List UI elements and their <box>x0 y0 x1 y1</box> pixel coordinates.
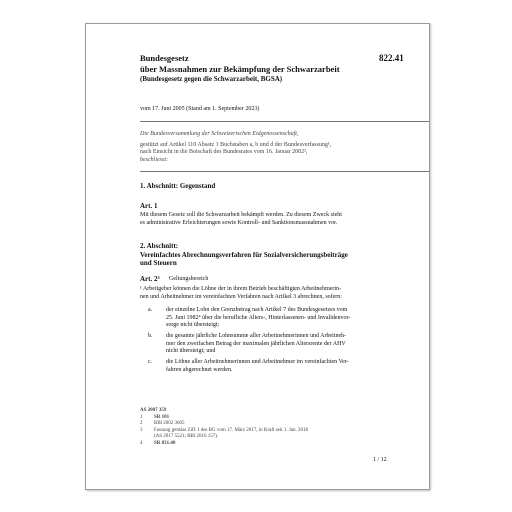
preamble-line-3: nach Einsicht in die Botschaft des Bundesrates vom 16. Januar 2002², <box>140 149 308 155</box>
list-item-b-line-2: mer den zweifachen Betrag der maximalen jährlichen Altersrente der AHV <box>166 340 346 347</box>
list-item-a <box>166 307 350 330</box>
footnote-2: 2 BBl 2002 3605 <box>140 421 185 426</box>
preamble-line-4: beschliesst: <box>140 156 168 163</box>
list-item-b <box>166 333 346 356</box>
art-1-line-1: Mit diesem Gesetz soll die Schwarzarbeit bekämpft werden. Zu diesem Zweck sieht <box>140 212 342 218</box>
footnote-1: 1 SR 101 <box>140 414 170 420</box>
list-item-b-line-1: die gesamte jährliche Lohnsumme aller Arbeitnehmerinnen und Arbeitneh- <box>166 333 347 339</box>
footnote-3-cont: (AS 2017 5521; BBl 2016 157). <box>154 434 219 439</box>
divider <box>140 121 430 122</box>
date-line: vom 17. Juni 2005 (Stand am 1. September 2023) <box>140 106 260 112</box>
list-item-c-line-2: fahren abgerechnet werden. <box>166 366 233 373</box>
sr-number: 822.41 <box>379 53 404 63</box>
list-item-a-line-2: 25. Juni 1982⁴ über die berufliche Alters-, Hinterlassenen- und Invalidenvor- <box>166 314 351 321</box>
preamble-line-2: gestützt auf Artikel 110 Absatz 1 Buchstaben a, b und d der Bundesverfassung¹, <box>140 141 332 148</box>
list-letter-a: a. <box>148 307 153 313</box>
list-item-a-line-1: der einzelne Lohn den Grenzbetrag nach Artikel 7 des Bundesgesetzes vom <box>166 307 348 313</box>
list-letter-b: b. <box>148 333 153 339</box>
art-2-intro-line-2: nen und Arbeitnehmer im vereinfachten Verfahren nach Artikel 3 abrechnen, sofern: <box>140 293 342 300</box>
art-1-line-2: es administrative Erleichterungen sowie Kontroll- und Sanktionsmassnahmen vor. <box>140 219 338 226</box>
section-2-line-3: und Steuern <box>140 259 177 267</box>
preamble <box>140 131 331 164</box>
page-number: 1 / 12 <box>373 457 387 463</box>
list-item-c-line-1: die Löhne aller Arbeitnehmerinnen und Arbeitnehmer im vereinfachten Ver- <box>166 359 349 365</box>
document-page <box>85 23 430 490</box>
list-item-c <box>166 359 349 374</box>
art-2-intro <box>140 286 342 301</box>
footnote-3: 3 Fassung gemäss Ziff. I des BG vom 17. März 2017, in Kraft seit 1. Jan. 2018 <box>140 427 309 433</box>
list-item-a-line-3: sorge nicht übersteigt; <box>166 322 220 328</box>
title-line-2: über Massnahmen zur Bekämpfung der Schwarzarbeit <box>140 63 340 74</box>
section-2-line-2: Vereinfachtes Abrechnungsverfahren für Sozialversicherungsbeiträge <box>140 250 348 259</box>
list-item-b-line-3: nicht übersteigt; und <box>166 348 216 354</box>
list-letter-c: c. <box>148 359 153 365</box>
art-2-intro-line-1: ¹ Arbeitgeber können die Löhne der in ihrem Betrieb beschäftigten Arbeitnehmerin- <box>140 286 342 292</box>
art-1-text <box>140 212 342 227</box>
art-2-title: Geltungsbereich <box>169 276 209 282</box>
preamble-line-1: Die Bundesversammlung der Schweizerischen Eidgenossenschaft, <box>140 131 299 137</box>
footnote-4: 4 SR 831.40 <box>140 440 176 446</box>
section-2-heading <box>140 242 348 268</box>
art-1-heading: Art. 1 <box>140 202 158 210</box>
section-1-heading: 1. Abschnitt: Gegenstand <box>140 182 216 190</box>
divider <box>140 171 430 172</box>
document-title <box>140 53 340 85</box>
title-line-3: (Bundesgesetz gegen die Schwarzarbeit, BGSA) <box>140 75 283 83</box>
title-line-1: Bundesgesetz <box>140 53 189 63</box>
footnote-source: AS 2007 359 <box>140 408 167 413</box>
art-2-heading: Art. 2³ <box>140 275 160 283</box>
section-2-line-1: 2. Abschnitt: <box>140 242 179 250</box>
footnotes <box>140 408 308 447</box>
